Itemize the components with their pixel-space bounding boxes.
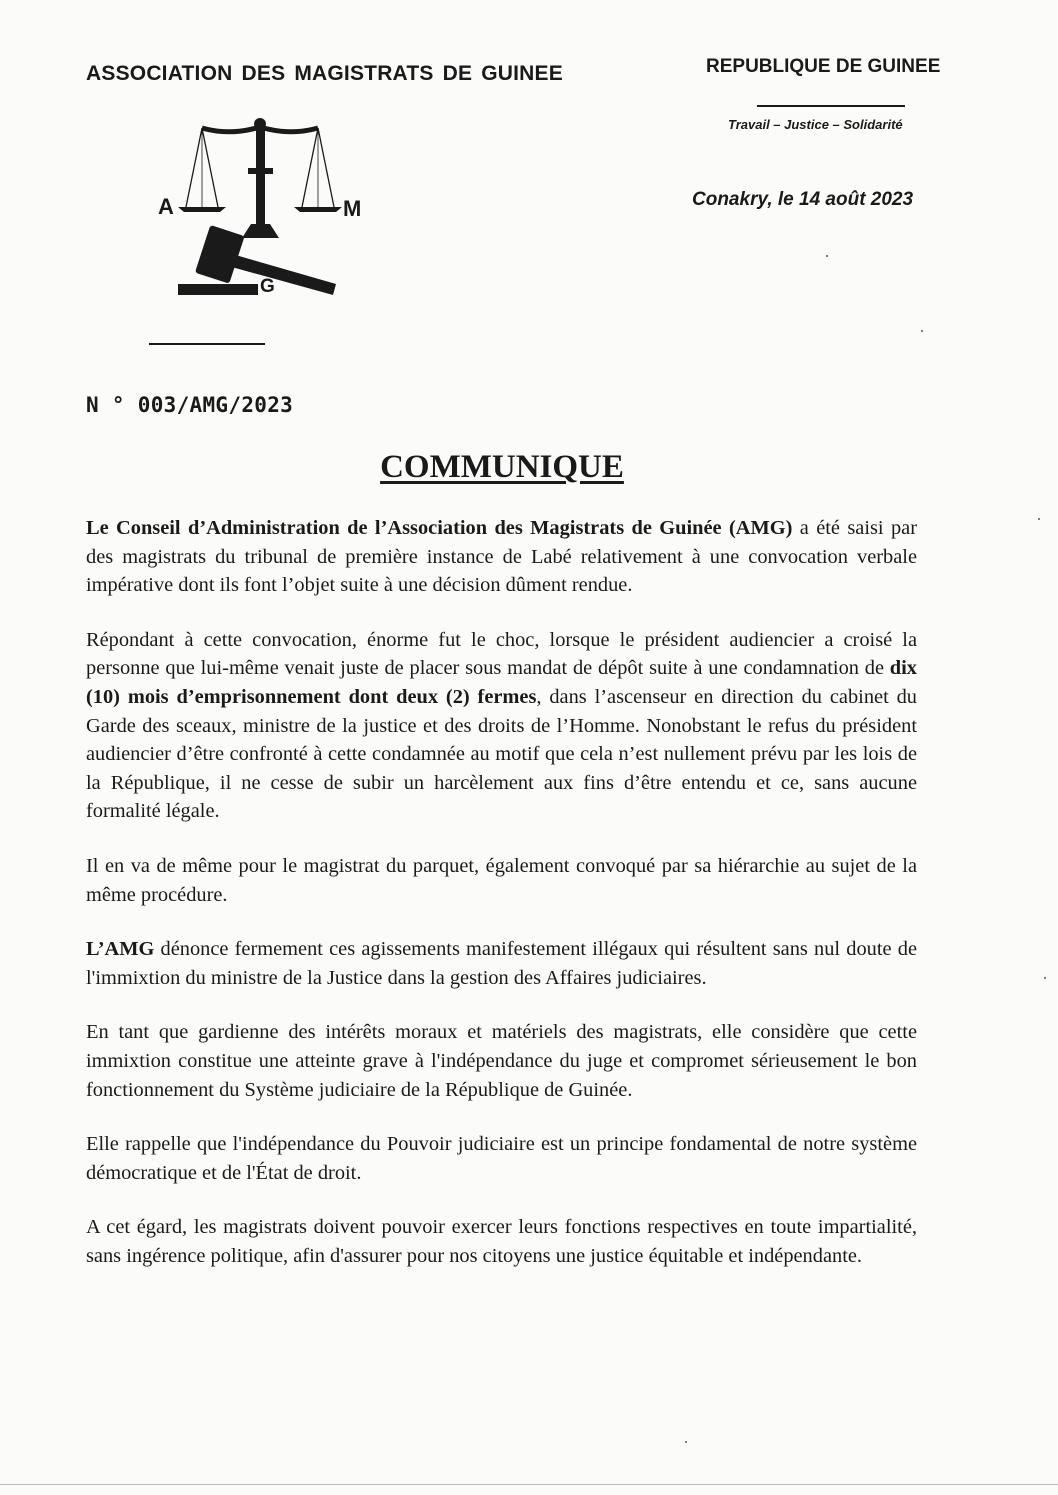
scan-speck xyxy=(826,255,828,257)
paragraph-2 xyxy=(86,626,917,826)
paragraph-1-text: a été saisi par des magistrats du tribunal de première instance de Labé relativement à une convocation verbale impérative dont ils font l’objet suite à une décision dûment rendue. xyxy=(86,517,917,597)
document-date: Conakry, le 14 août 2023 xyxy=(692,189,914,210)
paragraph-1 xyxy=(86,514,917,600)
republic-name: REPUBLIQUE DE GUINEE xyxy=(706,56,941,77)
document-title: COMMUNIQUE xyxy=(380,449,624,485)
scan-speck xyxy=(1038,518,1040,520)
national-motto: Travail – Justice – Solidarité xyxy=(728,117,903,132)
paragraph-3: Il en va de même pour le magistrat du parquet, également convoqué par sa hiérarchie au sujet de la même procédure. xyxy=(86,854,917,906)
communique-body xyxy=(86,514,917,1296)
paragraph-7: A cet égard, les magistrats doivent pouvoir exercer leurs fonctions respectives en toute impartialité, sans ingérence politique, afin d'assurer pour nos citoyens une justice équitable et indépendante. xyxy=(86,1216,917,1267)
paragraph-4-text: dénonce fermement ces agissements manifestement illégaux qui résultent sans nul doute de l'immixtion du ministre de la Justice dans la gestion des Affaires judiciaires. xyxy=(86,938,917,989)
paragraph-1-bold: Le Conseil d’Administration de l’Association des Magistrats de Guinée (AMG) xyxy=(86,517,793,539)
paragraph-4-bold: L’AMG xyxy=(86,938,155,961)
republic-divider xyxy=(757,105,905,107)
paragraph-2-bold: dix (10) mois d’emprisonnement dont deux (2) fermes xyxy=(86,657,917,708)
paragraph-6: Elle rappelle que l'indépendance du Pouvoir judiciaire est un principe fondamental de notre système démocratique et de l'État de droit. xyxy=(86,1133,917,1184)
scan-speck xyxy=(1044,977,1046,979)
paragraph-2-text-after: , dans l’ascenseur en direction du cabinet du Garde des sceaux, ministre de la justice et des droits de l’Homme. Nonobstant le refus du président audiencier d’être confronté à cette condamnée au motif que cela n’est nullement prévu par les lois de la République, il ne cesse de subir un harcèlement aux fins d’être entendu et ce, sans aucune formalité légale. xyxy=(86,685,917,823)
organization-name: ASSOCIATION DES MAGISTRATS DE GUINEE xyxy=(86,62,563,85)
scan-edge-line xyxy=(0,1484,1058,1485)
paragraph-5: En tant que gardienne des intérêts moraux et matériels des magistrats, elle considère que cette immixtion constitue une atteinte grave à l'indépendance du juge et compromet sérieusement le bon fonctionnement du Système judiciaire de la République de Guinée. xyxy=(86,1021,917,1101)
logo-divider xyxy=(149,343,265,345)
logo-letter-g: G xyxy=(260,276,275,297)
scan-speck xyxy=(921,330,923,332)
logo-letter-a: A xyxy=(158,194,174,219)
paragraph-2-text-before: Répondant à cette convocation, énorme fut le choc, lorsque le président audiencier a croisé la personne que lui-même venait juste de placer sous mandat de dépôt suite à une condamnation de xyxy=(86,628,917,680)
scan-speck xyxy=(685,1441,687,1443)
paragraph-4 xyxy=(86,935,917,992)
reference-number: N ° 003/AMG/2023 xyxy=(86,393,294,417)
amg-logo-scales-gavel-icon xyxy=(150,106,380,306)
logo-letter-m: M xyxy=(343,196,362,221)
